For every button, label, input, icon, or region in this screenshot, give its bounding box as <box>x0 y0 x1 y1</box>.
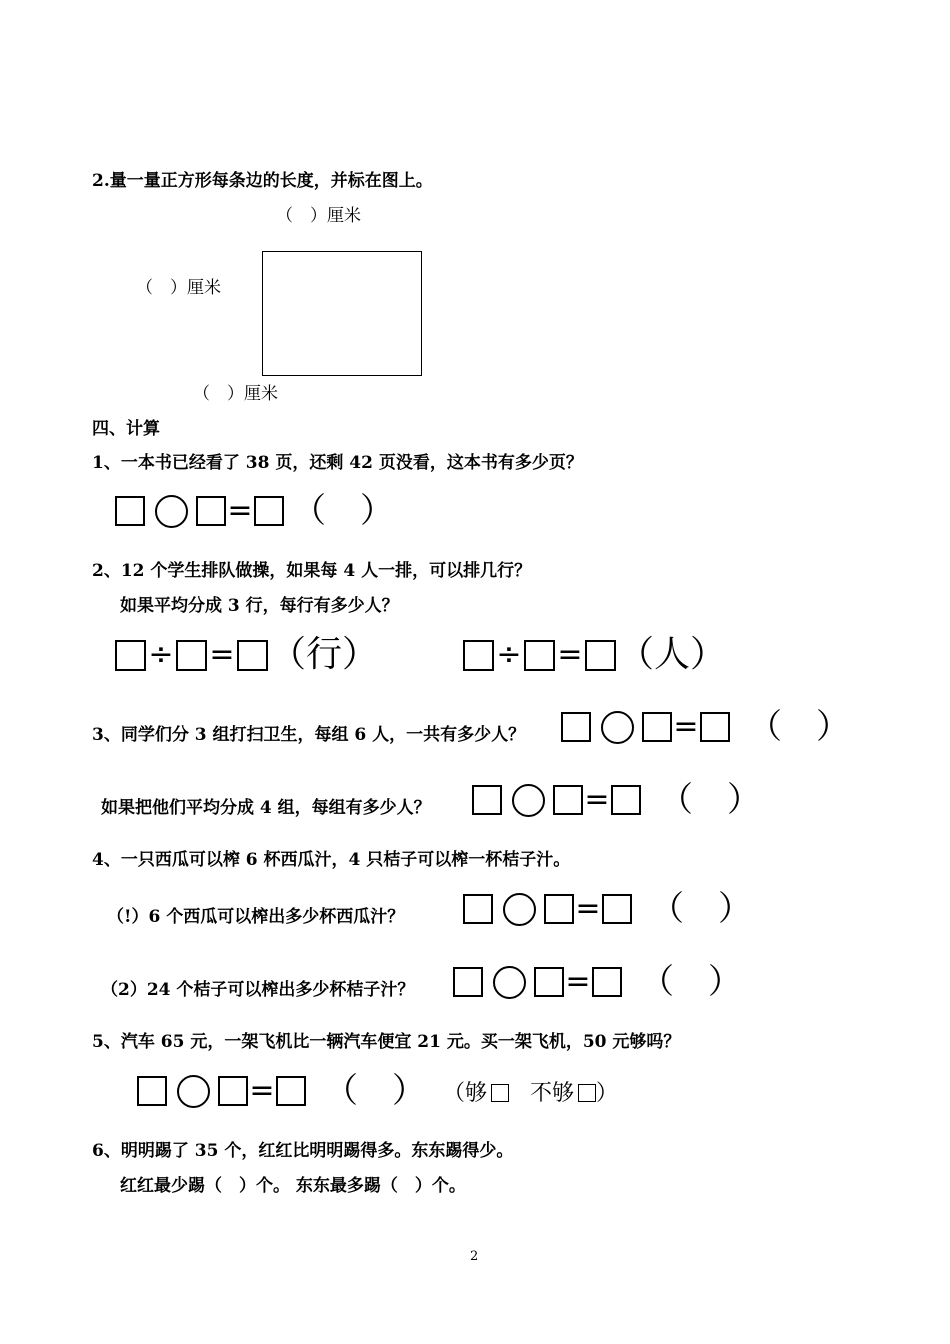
choice-not-enough-checkbox[interactable] <box>578 1084 596 1102</box>
section4-heading: 四、计算 <box>92 419 160 439</box>
result-box[interactable] <box>611 785 641 815</box>
q6-sub-text: 红红最少踢（ ）个。 东东最多踢（ ）个。 <box>120 1176 466 1196</box>
q5-equation <box>137 1072 426 1110</box>
q4a-equation <box>463 890 752 928</box>
q4-text: 4、一只西瓜可以榨 6 杯西瓜汁，4 只桔子可以榨一杯桔子汁。 <box>92 850 571 870</box>
unit-blank[interactable]: （ ） <box>748 707 850 747</box>
equals-sign: = <box>557 637 583 672</box>
operator-circle[interactable] <box>601 711 634 744</box>
result-box[interactable] <box>592 967 622 997</box>
q4-sub2-text: （2）24 个桔子可以榨出多少杯桔子汁？ <box>101 980 415 1000</box>
choice-not-enough-label: 不够 <box>530 1081 575 1106</box>
operator-circle[interactable] <box>155 495 188 528</box>
result-box[interactable] <box>276 1076 306 1106</box>
q3a-equation <box>561 708 850 746</box>
equals-sign: = <box>249 1073 275 1108</box>
operator-circle[interactable] <box>493 966 526 999</box>
square-top-label: （ ）厘米 <box>276 206 361 226</box>
operand-box[interactable] <box>553 785 583 815</box>
operand-box[interactable] <box>218 1076 248 1106</box>
operand-box[interactable] <box>524 640 555 671</box>
unit-people: （人） <box>618 634 727 675</box>
equals-sign: = <box>584 782 610 817</box>
operand-box[interactable] <box>196 496 226 526</box>
result-box[interactable] <box>237 640 268 671</box>
q3-sub-text: 如果把他们平均分成 4 组，每组有多少人？ <box>101 798 431 818</box>
choice-close-paren: ） <box>596 1081 619 1106</box>
equals-sign: = <box>565 964 591 999</box>
q3-text: 3、同学们分 3 组打扫卫生，每组 6 人，一共有多少人？ <box>92 725 526 745</box>
equals-sign: = <box>673 709 699 744</box>
operand-box[interactable] <box>472 785 502 815</box>
equals-sign: = <box>209 637 235 672</box>
q4-sub1-text: （!）6 个西瓜可以榨出多少杯西瓜汁？ <box>107 907 405 927</box>
operand-box[interactable] <box>115 496 145 526</box>
operand-box[interactable] <box>453 967 483 997</box>
operand-box[interactable] <box>642 712 672 742</box>
square-figure <box>262 251 422 376</box>
square-left-label: （ ）厘米 <box>136 278 221 298</box>
q5-text: 5、汽车 65 元，一架飞机比一辆汽车便宜 21 元。买一架飞机，50 元够吗？ <box>92 1032 681 1052</box>
unit-blank[interactable]: （ ） <box>324 1071 426 1111</box>
operand-box[interactable] <box>544 894 574 924</box>
unit-blank[interactable]: （ ） <box>640 962 742 1002</box>
q5-choice-group <box>443 1081 618 1107</box>
operand-box[interactable] <box>463 640 494 671</box>
q2a-equation <box>115 635 378 675</box>
operator-circle[interactable] <box>512 784 545 817</box>
unit-rows: （行） <box>270 634 379 675</box>
equals-sign: = <box>227 493 253 528</box>
operand-box[interactable] <box>137 1076 167 1106</box>
q2-text: 2、12 个学生排队做操，如果每 4 人一排，可以排几行？ <box>92 561 532 581</box>
unit-blank[interactable]: （ ） <box>650 889 752 929</box>
page-number: 2 <box>470 1249 479 1264</box>
q3b-equation <box>472 781 761 819</box>
result-box[interactable] <box>602 894 632 924</box>
equals-sign: = <box>575 891 601 926</box>
operator-circle[interactable] <box>177 1075 210 1108</box>
square-bottom-label: （ ）厘米 <box>193 384 278 404</box>
result-box[interactable] <box>700 712 730 742</box>
q2b-equation <box>463 635 726 675</box>
divide-sign: ÷ <box>148 637 174 672</box>
unit-blank[interactable]: （ ） <box>292 491 394 531</box>
result-box[interactable] <box>585 640 616 671</box>
operand-box[interactable] <box>463 894 493 924</box>
choice-enough-label: （够 <box>443 1081 488 1106</box>
operator-circle[interactable] <box>503 893 536 926</box>
operand-box[interactable] <box>534 967 564 997</box>
operand-box[interactable] <box>176 640 207 671</box>
q4b-equation <box>453 963 742 1001</box>
divide-sign: ÷ <box>496 637 522 672</box>
q6-text: 6、明明踢了 35 个，红红比明明踢得多。东东踢得少。 <box>92 1141 514 1161</box>
q1-text: 1、一本书已经看了 38 页，还剩 42 页没看，这本书有多少页？ <box>92 453 583 473</box>
choice-enough-checkbox[interactable] <box>491 1084 509 1102</box>
q2-measure-title: 2.量一量正方形每条边的长度，并标在图上。 <box>92 171 433 191</box>
operand-box[interactable] <box>115 640 146 671</box>
q2-sub-text: 如果平均分成 3 行，每行有多少人？ <box>120 596 399 616</box>
unit-blank[interactable]: （ ） <box>659 780 761 820</box>
operand-box[interactable] <box>561 712 591 742</box>
q1-equation <box>115 493 394 529</box>
result-box[interactable] <box>254 496 284 526</box>
